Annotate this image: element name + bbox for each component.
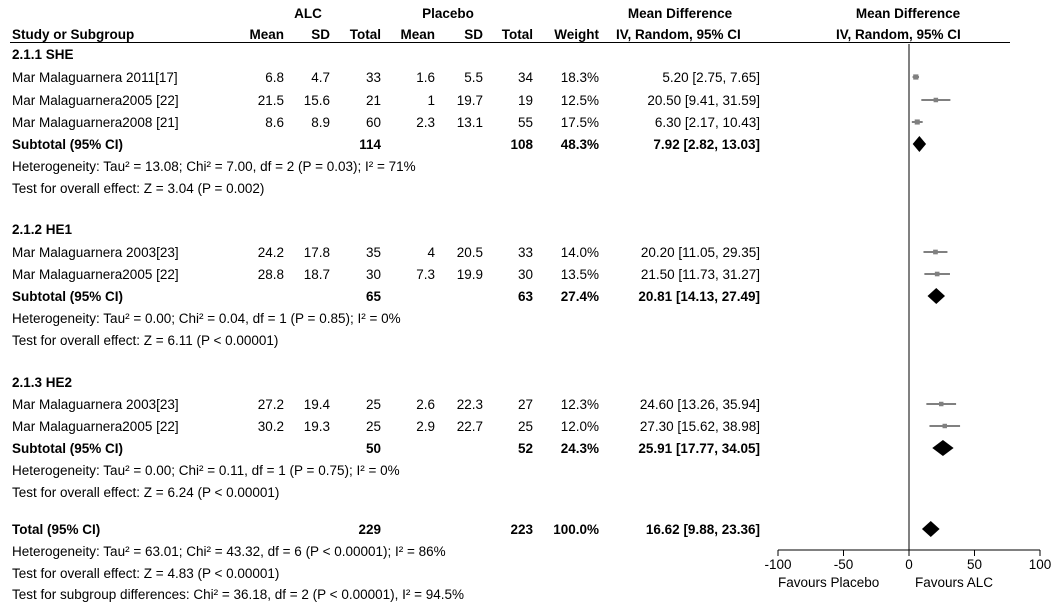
sd1: 15.6	[303, 93, 330, 108]
total2: 25	[517, 419, 533, 434]
mean2: 7.3	[416, 267, 435, 282]
study-column-header: Study or Subgroup	[12, 27, 135, 42]
sd2: 19.7	[456, 93, 483, 108]
sd1-header: SD	[311, 27, 330, 42]
weight: 14.0%	[560, 245, 599, 260]
sd2: 19.9	[456, 267, 483, 282]
group2-header: Placebo	[422, 6, 474, 21]
total2: 55	[517, 115, 533, 130]
study-name: Mar Malaguarnera 2003[23]	[12, 245, 179, 260]
subtotal-total1: 50	[365, 441, 381, 456]
total-weight: 100.0%	[553, 522, 599, 537]
total-total2: 223	[510, 522, 533, 537]
md-method: IV, Random, 95% CI	[616, 27, 741, 42]
subtotal-total2: 52	[517, 441, 533, 456]
subtotal-total1: 114	[359, 137, 381, 152]
md-ci: 5.20 [2.75, 7.65]	[662, 70, 760, 85]
subtotal-total1: 65	[365, 289, 381, 304]
total2: 19	[517, 93, 533, 108]
weight: 13.5%	[560, 267, 599, 282]
study-point	[943, 424, 947, 428]
md-ci: 24.60 [13.26, 35.94]	[639, 397, 760, 412]
plot-method: IV, Random, 95% CI	[836, 27, 961, 42]
subtotal-ci: 7.92 [2.82, 13.03]	[653, 137, 760, 152]
x-tick-label: -100	[764, 557, 792, 572]
total-label: Total (95% CI)	[12, 522, 101, 537]
sd1: 18.7	[303, 267, 330, 282]
md-ci: 6.30 [2.17, 10.43]	[654, 115, 760, 130]
mean1: 24.2	[257, 245, 284, 260]
x-tick-label: -50	[833, 557, 854, 572]
subtotal-label: Subtotal (95% CI)	[12, 441, 124, 456]
weight: 12.5%	[560, 93, 599, 108]
total1: 33	[365, 70, 381, 85]
study-name: Mar Malaguarnera2008 [21]	[12, 115, 179, 130]
subgroup-title: 2.1.1 SHE	[12, 47, 74, 62]
study-name: Mar Malaguarnera2005 [22]	[12, 93, 179, 108]
plot-title: Mean Difference	[855, 6, 961, 21]
subtotal-ci: 25.91 [17.77, 34.05]	[638, 441, 760, 456]
heterogeneity-text: Heterogeneity: Tau² = 13.08; Chi² = 7.00, df = 2 (P = 0.03); I² = 71%	[12, 159, 416, 174]
study-point	[913, 74, 918, 79]
weight: 12.3%	[560, 397, 599, 412]
subtotal-diamond	[913, 136, 926, 152]
study-point	[934, 98, 939, 103]
overall-effect-text: Test for overall effect: Z = 6.24 (P < 0.00001)	[12, 485, 280, 500]
subtotal-total2: 63	[517, 289, 533, 304]
total1: 30	[365, 267, 381, 282]
study-name: Mar Malaguarnera2005 [22]	[12, 267, 179, 282]
mean2: 1.6	[416, 70, 435, 85]
total-heterogeneity-text: Heterogeneity: Tau² = 63.01; Chi² = 43.32, df = 6 (P < 0.00001); I² = 86%	[12, 544, 446, 559]
sd1: 19.4	[303, 397, 330, 412]
total2: 27	[517, 397, 533, 412]
subtotal-weight: 48.3%	[560, 137, 599, 152]
study-point	[935, 272, 940, 277]
subtotal-total2: 108	[510, 137, 533, 152]
study-name: Mar Malaguarnera2005 [22]	[12, 419, 179, 434]
mean1: 21.5	[257, 93, 284, 108]
total1: 21	[365, 93, 381, 108]
subgroup-title: 2.1.2 HE1	[12, 222, 73, 237]
subtotal-diamond	[932, 440, 953, 456]
md-ci: 20.50 [9.41, 31.59]	[647, 93, 760, 108]
weight-header: Weight	[554, 27, 599, 42]
md-ci: 27.30 [15.62, 38.98]	[639, 419, 760, 434]
subtotal-ci: 20.81 [14.13, 27.49]	[638, 289, 760, 304]
overall-effect-text: Test for overall effect: Z = 6.11 (P < 0.00001)	[12, 333, 279, 348]
mean2: 2.3	[416, 115, 435, 130]
sd1: 4.7	[311, 70, 330, 85]
study-name: Mar Malaguarnera 2003[23]	[12, 397, 179, 412]
subtotal-label: Subtotal (95% CI)	[12, 137, 124, 152]
sd2: 13.1	[456, 115, 483, 130]
sd1: 8.9	[311, 115, 330, 130]
total2-header: Total	[501, 27, 533, 42]
x-tick-label: 0	[905, 557, 913, 572]
total1: 25	[365, 419, 381, 434]
mean2: 4	[427, 245, 435, 260]
subtotal-weight: 24.3%	[560, 441, 599, 456]
subtotal-label: Subtotal (95% CI)	[12, 289, 124, 304]
total1-header: Total	[349, 27, 381, 42]
sd1: 17.8	[303, 245, 330, 260]
subgroup-title: 2.1.3 HE2	[12, 375, 73, 390]
md-ci: 21.50 [11.73, 31.27]	[640, 267, 760, 282]
sd2: 5.5	[464, 70, 483, 85]
total-diamond	[922, 521, 940, 537]
mean2: 2.9	[416, 419, 435, 434]
total-total1: 229	[358, 522, 381, 537]
mean1: 30.2	[257, 419, 284, 434]
sd2-header: SD	[464, 27, 483, 42]
mean1: 27.2	[257, 397, 284, 412]
md-title: Mean Difference	[627, 6, 733, 21]
total2: 34	[517, 70, 533, 85]
sd2: 22.7	[456, 419, 483, 434]
heterogeneity-text: Heterogeneity: Tau² = 0.00; Chi² = 0.11, df = 1 (P = 0.75); I² = 0%	[12, 463, 400, 478]
subgroup-difference-text: Test for subgroup differences: Chi² = 36.18, df = 2 (P < 0.00001), I² = 94.5%	[12, 587, 465, 602]
total-ci: 16.62 [9.88, 23.36]	[645, 522, 760, 537]
weight: 18.3%	[560, 70, 599, 85]
total2: 30	[517, 267, 533, 282]
total2: 33	[517, 245, 533, 260]
mean2-header: Mean	[400, 27, 435, 42]
sd2: 20.5	[456, 245, 483, 260]
total1: 35	[365, 245, 381, 260]
mean1: 8.6	[265, 115, 284, 130]
group1-header: ALC	[294, 6, 322, 21]
mean1: 6.8	[265, 70, 284, 85]
mean2: 1	[427, 93, 435, 108]
weight: 17.5%	[560, 115, 599, 130]
total-overall-effect-text: Test for overall effect: Z = 4.83 (P < 0.00001)	[12, 566, 280, 581]
study-name: Mar Malaguarnera 2011[17]	[12, 70, 178, 85]
total1: 25	[365, 397, 381, 412]
mean1-header: Mean	[249, 27, 284, 42]
md-ci: 20.20 [11.05, 29.35]	[640, 245, 760, 260]
weight: 12.0%	[560, 419, 599, 434]
mean1: 28.8	[257, 267, 284, 282]
study-point	[939, 402, 943, 406]
subtotal-diamond	[928, 288, 946, 304]
overall-effect-text: Test for overall effect: Z = 3.04 (P = 0.002)	[12, 181, 265, 196]
x-tick-label: 100	[1028, 557, 1052, 572]
study-point	[915, 119, 920, 124]
heterogeneity-text: Heterogeneity: Tau² = 0.00; Chi² = 0.04, df = 1 (P = 0.85); I² = 0%	[12, 311, 401, 326]
total1: 60	[365, 115, 381, 130]
favours-placebo-label: Favours Placebo	[778, 575, 880, 590]
x-tick-label: 50	[966, 557, 983, 572]
mean2: 2.6	[416, 397, 435, 412]
subtotal-weight: 27.4%	[560, 289, 599, 304]
sd2: 22.3	[456, 397, 483, 412]
sd1: 19.3	[303, 419, 330, 434]
study-point	[933, 250, 938, 255]
favours-alc-label: Favours ALC	[915, 575, 994, 590]
